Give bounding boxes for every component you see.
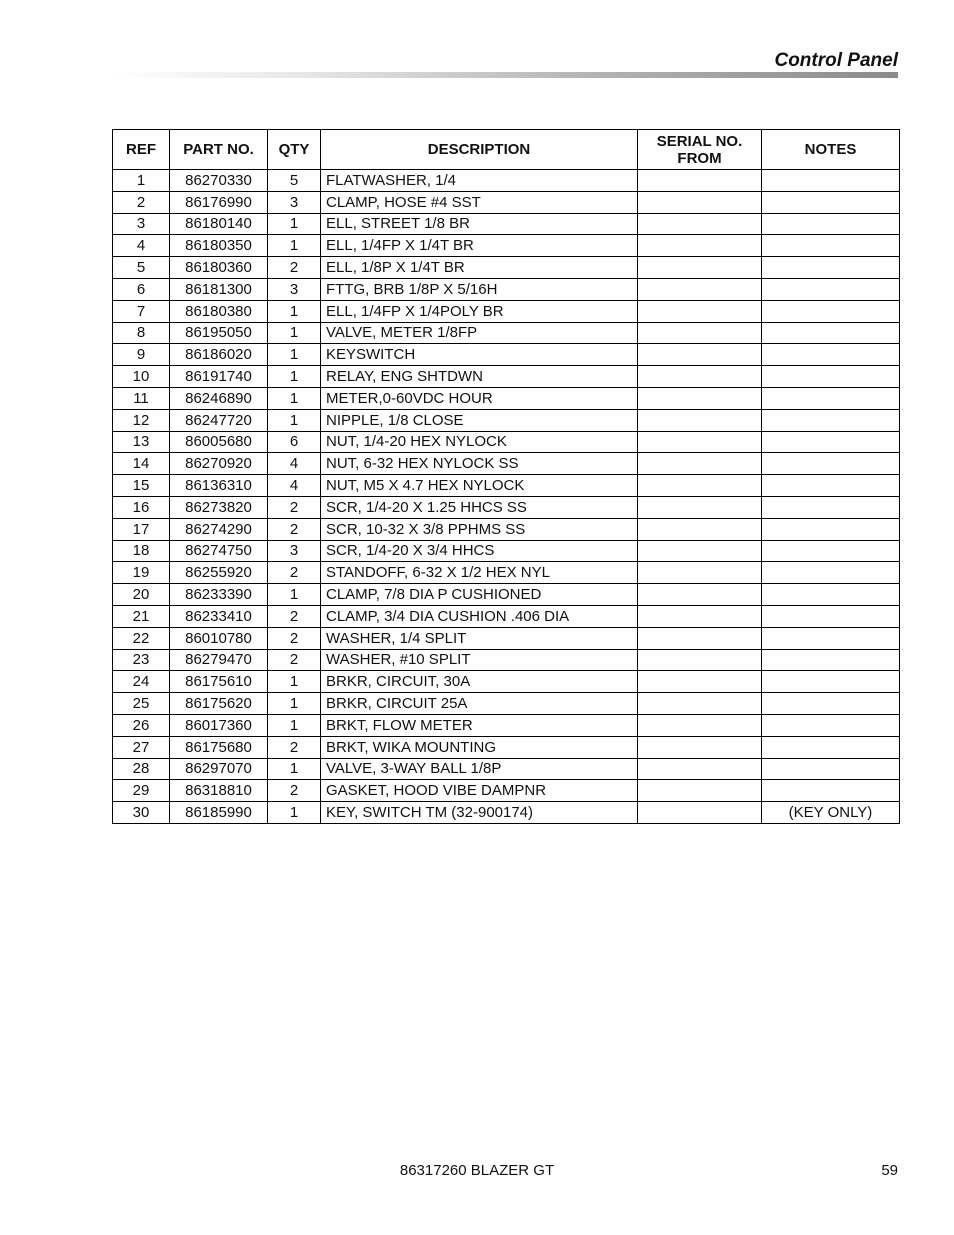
cell-part-no: 86195050 [170,322,268,344]
cell-part-no: 86191740 [170,366,268,388]
col-header-notes: NOTES [762,130,900,170]
cell-part-no: 86181300 [170,278,268,300]
cell-serial-no-from [638,802,762,824]
cell-part-no: 86010780 [170,627,268,649]
table-row [113,693,900,715]
col-header-ref: REF [113,130,170,170]
cell-notes [762,758,900,780]
table-row [113,562,900,584]
cell-serial-no-from [638,322,762,344]
cell-part-no: 86175620 [170,693,268,715]
header-rule [112,72,898,78]
cell-part-no: 86180360 [170,257,268,279]
table-row [113,453,900,475]
table-row [113,780,900,802]
cell-description: VALVE, METER 1/8FP [321,322,638,344]
cell-qty: 1 [268,802,321,824]
cell-ref: 22 [113,627,170,649]
cell-part-no: 86185990 [170,802,268,824]
cell-notes [762,780,900,802]
cell-notes [762,627,900,649]
cell-ref: 16 [113,496,170,518]
cell-ref: 12 [113,409,170,431]
cell-qty: 1 [268,235,321,257]
parts-table-body [113,170,900,824]
cell-serial-no-from [638,605,762,627]
table-row [113,191,900,213]
cell-notes [762,475,900,497]
cell-ref: 25 [113,693,170,715]
cell-notes [762,649,900,671]
cell-serial-no-from [638,453,762,475]
page-section-title: Control Panel [774,50,898,71]
cell-ref: 20 [113,584,170,606]
footer-doc-title: 86317260 BLAZER GT [399,1162,555,1179]
cell-part-no: 86273820 [170,496,268,518]
cell-description: RELAY, ENG SHTDWN [321,366,638,388]
table-row [113,584,900,606]
cell-ref: 6 [113,278,170,300]
table-row [113,431,900,453]
table-row [113,387,900,409]
table-row [113,758,900,780]
cell-description: CLAMP, 7/8 DIA P CUSHIONED [321,584,638,606]
cell-notes [762,605,900,627]
cell-part-no: 86136310 [170,475,268,497]
cell-notes [762,170,900,192]
cell-description: NIPPLE, 1/8 CLOSE [321,409,638,431]
cell-qty: 4 [268,475,321,497]
cell-ref: 10 [113,366,170,388]
cell-part-no: 86233390 [170,584,268,606]
col-header-part-no: PART NO. [170,130,268,170]
cell-notes [762,300,900,322]
cell-qty: 1 [268,671,321,693]
cell-part-no: 86270330 [170,170,268,192]
cell-ref: 14 [113,453,170,475]
cell-notes [762,453,900,475]
cell-description: BRKR, CIRCUIT, 30A [321,671,638,693]
cell-description: STANDOFF, 6-32 X 1/2 HEX NYL [321,562,638,584]
cell-part-no: 86180380 [170,300,268,322]
cell-serial-no-from [638,693,762,715]
cell-qty: 2 [268,518,321,540]
cell-serial-no-from [638,431,762,453]
cell-serial-no-from [638,562,762,584]
cell-part-no: 86274750 [170,540,268,562]
cell-description: FLATWASHER, 1/4 [321,170,638,192]
parts-table [112,129,900,824]
cell-qty: 3 [268,191,321,213]
table-header-row [113,130,900,170]
cell-qty: 4 [268,453,321,475]
cell-part-no: 86005680 [170,431,268,453]
cell-notes [762,693,900,715]
cell-part-no: 86318810 [170,780,268,802]
cell-notes [762,671,900,693]
cell-qty: 1 [268,344,321,366]
table-row [113,322,900,344]
col-header-qty: QTY [268,130,321,170]
cell-description: NUT, 1/4-20 HEX NYLOCK [321,431,638,453]
cell-ref: 26 [113,714,170,736]
cell-notes [762,431,900,453]
cell-notes: (KEY ONLY) [762,802,900,824]
cell-description: WASHER, 1/4 SPLIT [321,627,638,649]
cell-serial-no-from [638,627,762,649]
table-row [113,627,900,649]
cell-serial-no-from [638,758,762,780]
table-row [113,605,900,627]
cell-ref: 8 [113,322,170,344]
cell-part-no: 86247720 [170,409,268,431]
cell-serial-no-from [638,300,762,322]
cell-description: BRKT, FLOW METER [321,714,638,736]
cell-ref: 28 [113,758,170,780]
cell-serial-no-from [638,387,762,409]
table-row [113,671,900,693]
cell-part-no: 86175610 [170,671,268,693]
cell-notes [762,736,900,758]
cell-serial-no-from [638,409,762,431]
cell-qty: 2 [268,627,321,649]
cell-ref: 9 [113,344,170,366]
cell-description: NUT, 6-32 HEX NYLOCK SS [321,453,638,475]
cell-description: NUT, M5 X 4.7 HEX NYLOCK [321,475,638,497]
cell-qty: 1 [268,758,321,780]
cell-ref: 15 [113,475,170,497]
cell-qty: 2 [268,736,321,758]
cell-qty: 2 [268,780,321,802]
table-row [113,300,900,322]
cell-notes [762,518,900,540]
cell-description: SCR, 1/4-20 X 3/4 HHCS [321,540,638,562]
table-row [113,344,900,366]
cell-qty: 1 [268,584,321,606]
cell-notes [762,387,900,409]
table-row [113,235,900,257]
table-row [113,496,900,518]
cell-qty: 1 [268,213,321,235]
cell-description: BRKT, WIKA MOUNTING [321,736,638,758]
cell-qty: 2 [268,605,321,627]
cell-description: METER,0-60VDC HOUR [321,387,638,409]
cell-notes [762,366,900,388]
cell-serial-no-from [638,475,762,497]
table-row [113,736,900,758]
cell-description: WASHER, #10 SPLIT [321,649,638,671]
cell-notes [762,584,900,606]
cell-part-no: 86270920 [170,453,268,475]
cell-serial-no-from [638,344,762,366]
cell-qty: 1 [268,322,321,344]
cell-description: ELL, 1/4FP X 1/4POLY BR [321,300,638,322]
cell-description: ELL, STREET 1/8 BR [321,213,638,235]
table-row [113,649,900,671]
cell-serial-no-from [638,213,762,235]
cell-part-no: 86186020 [170,344,268,366]
cell-ref: 1 [113,170,170,192]
cell-description: ELL, 1/4FP X 1/4T BR [321,235,638,257]
cell-part-no: 86180140 [170,213,268,235]
cell-serial-no-from [638,584,762,606]
cell-notes [762,278,900,300]
cell-ref: 4 [113,235,170,257]
cell-qty: 5 [268,170,321,192]
cell-ref: 21 [113,605,170,627]
cell-serial-no-from [638,191,762,213]
table-row [113,257,900,279]
table-row [113,213,900,235]
cell-notes [762,496,900,518]
cell-ref: 2 [113,191,170,213]
cell-serial-no-from [638,671,762,693]
cell-description: SCR, 10-32 X 3/8 PPHMS SS [321,518,638,540]
cell-qty: 2 [268,562,321,584]
table-row [113,540,900,562]
cell-notes [762,540,900,562]
cell-ref: 3 [113,213,170,235]
cell-part-no: 86180350 [170,235,268,257]
cell-notes [762,714,900,736]
cell-notes [762,344,900,366]
cell-qty: 2 [268,496,321,518]
cell-qty: 6 [268,431,321,453]
cell-ref: 24 [113,671,170,693]
cell-part-no: 86246890 [170,387,268,409]
cell-ref: 27 [113,736,170,758]
cell-notes [762,213,900,235]
cell-ref: 29 [113,780,170,802]
table-row [113,714,900,736]
cell-qty: 2 [268,257,321,279]
cell-description: GASKET, HOOD VIBE DAMPNR [321,780,638,802]
cell-qty: 1 [268,387,321,409]
cell-ref: 7 [113,300,170,322]
cell-serial-no-from [638,649,762,671]
cell-description: CLAMP, 3/4 DIA CUSHION .406 DIA [321,605,638,627]
col-header-description: DESCRIPTION [321,130,638,170]
cell-ref: 5 [113,257,170,279]
cell-part-no: 86233410 [170,605,268,627]
cell-serial-no-from [638,235,762,257]
table-row [113,170,900,192]
cell-serial-no-from [638,736,762,758]
cell-description: VALVE, 3-WAY BALL 1/8P [321,758,638,780]
footer-page-number: 59 [881,1162,898,1179]
table-row [113,409,900,431]
cell-serial-no-from [638,496,762,518]
cell-part-no: 86175680 [170,736,268,758]
cell-ref: 13 [113,431,170,453]
cell-notes [762,322,900,344]
cell-description: CLAMP, HOSE #4 SST [321,191,638,213]
cell-part-no: 86279470 [170,649,268,671]
cell-notes [762,409,900,431]
cell-part-no: 86017360 [170,714,268,736]
cell-serial-no-from [638,170,762,192]
cell-qty: 3 [268,540,321,562]
cell-description: BRKR, CIRCUIT 25A [321,693,638,715]
col-header-serial-no-from: SERIAL NO. FROM [638,130,762,170]
cell-description: KEYSWITCH [321,344,638,366]
cell-part-no: 86297070 [170,758,268,780]
cell-qty: 1 [268,366,321,388]
cell-qty: 1 [268,714,321,736]
cell-description: SCR, 1/4-20 X 1.25 HHCS SS [321,496,638,518]
cell-description: FTTG, BRB 1/8P X 5/16H [321,278,638,300]
cell-part-no: 86176990 [170,191,268,213]
cell-serial-no-from [638,540,762,562]
cell-part-no: 86255920 [170,562,268,584]
cell-notes [762,257,900,279]
cell-qty: 1 [268,693,321,715]
cell-ref: 19 [113,562,170,584]
cell-serial-no-from [638,366,762,388]
cell-qty: 3 [268,278,321,300]
cell-serial-no-from [638,714,762,736]
cell-ref: 18 [113,540,170,562]
cell-ref: 17 [113,518,170,540]
cell-ref: 23 [113,649,170,671]
cell-notes [762,235,900,257]
table-row [113,802,900,824]
cell-description: ELL, 1/8P X 1/4T BR [321,257,638,279]
cell-notes [762,562,900,584]
cell-part-no: 86274290 [170,518,268,540]
table-row [113,366,900,388]
cell-ref: 11 [113,387,170,409]
cell-serial-no-from [638,780,762,802]
table-row [113,278,900,300]
cell-qty: 2 [268,649,321,671]
cell-serial-no-from [638,257,762,279]
table-row [113,518,900,540]
cell-qty: 1 [268,409,321,431]
cell-qty: 1 [268,300,321,322]
cell-notes [762,191,900,213]
cell-serial-no-from [638,518,762,540]
table-row [113,475,900,497]
cell-ref: 30 [113,802,170,824]
cell-serial-no-from [638,278,762,300]
cell-description: KEY, SWITCH TM (32-900174) [321,802,638,824]
